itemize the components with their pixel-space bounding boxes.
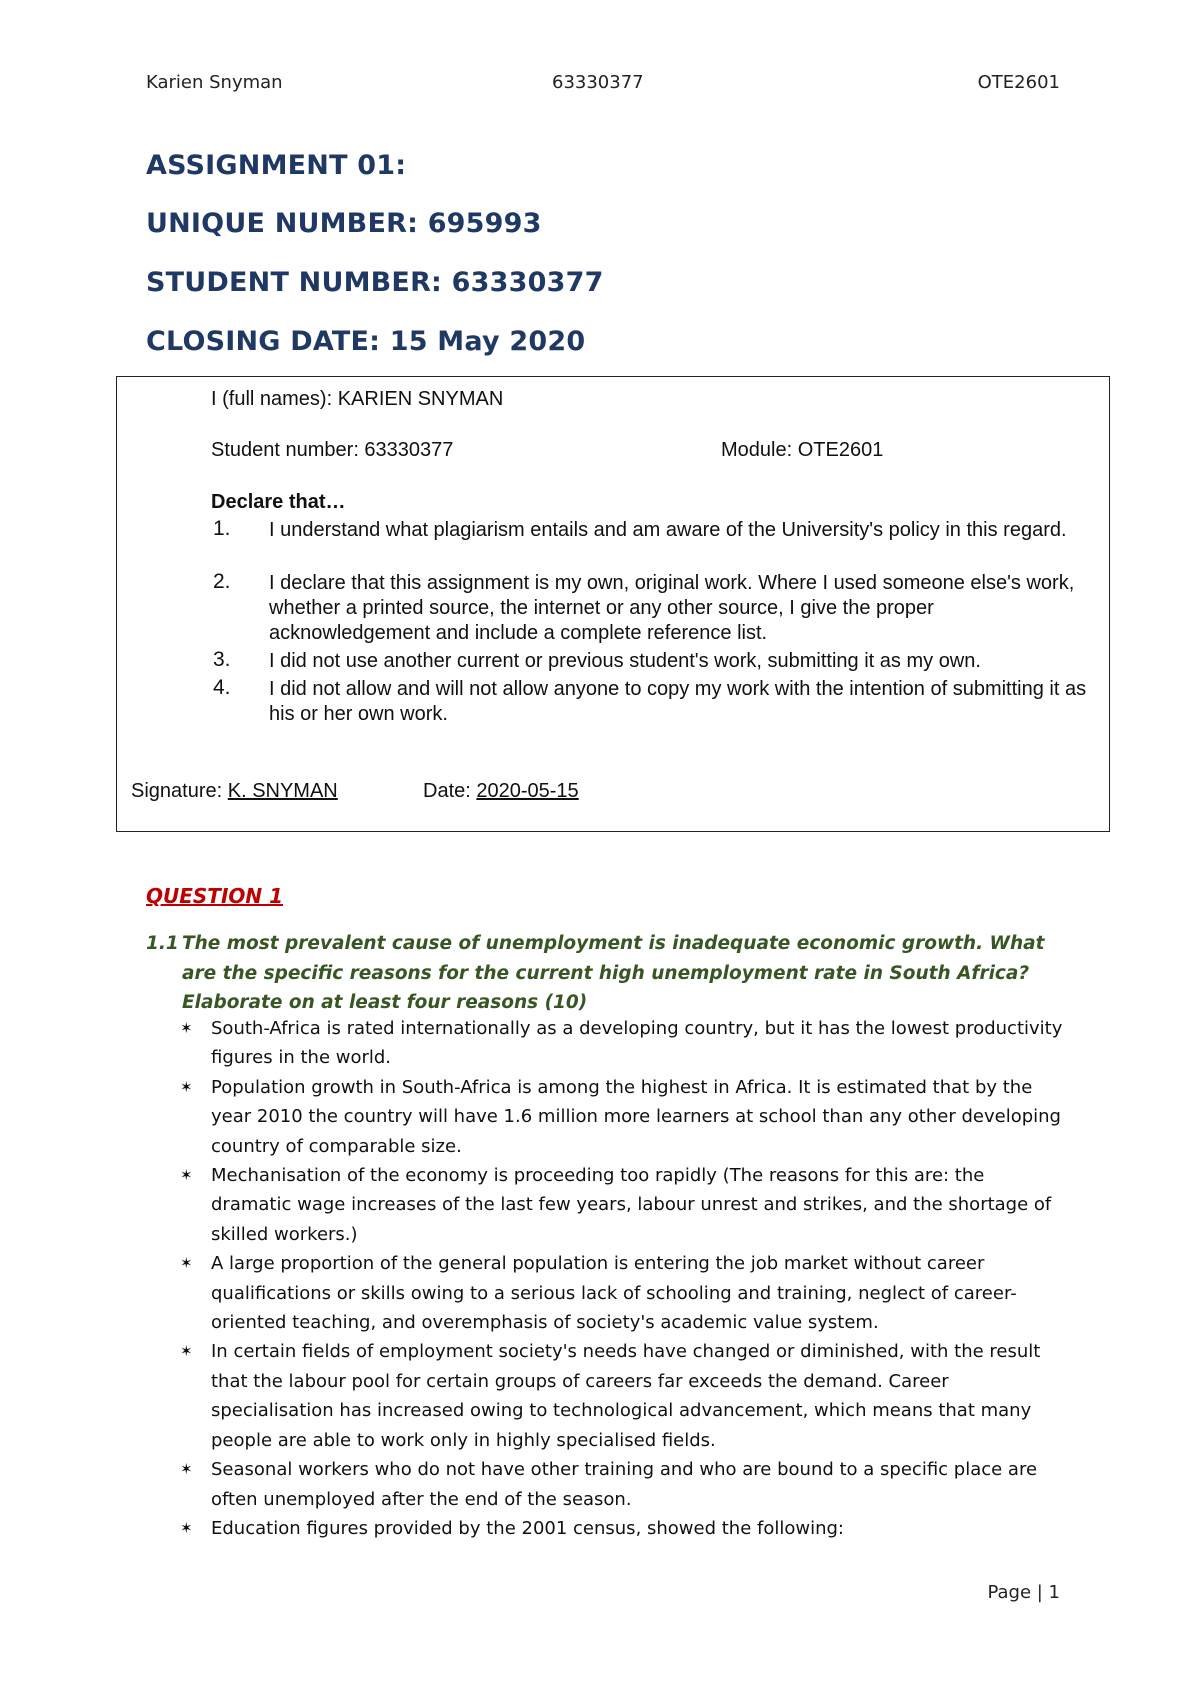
declaration-item-text: I did not use another current or previous student's work, submitting it as my own. — [269, 650, 981, 672]
unique-number-title: UNIQUE NUMBER: 695993 — [146, 208, 542, 239]
closing-date-title: CLOSING DATE: 15 May 2020 — [146, 326, 586, 357]
star-bullet-icon: ✶ — [180, 1077, 193, 1096]
bullet-text: Population growth in South-Africa is among the highest in Africa. It is estimated that by the year 2010 the country will have 1.6 million more learners at school than any other developing country of comparable size. — [211, 1076, 1061, 1157]
page-header — [146, 72, 1060, 96]
declaration-item-number: 1. — [213, 517, 231, 540]
date-label: Date: — [423, 780, 471, 802]
date-line — [423, 780, 579, 803]
star-bullet-icon: ✶ — [180, 1254, 193, 1273]
star-bullet-icon: ✶ — [180, 1460, 193, 1479]
list-item — [146, 1161, 1068, 1249]
assignment-title: ASSIGNMENT 01: — [146, 150, 407, 181]
question-1-1 — [146, 929, 1066, 1018]
answer-bullet-list — [146, 1014, 1068, 1543]
question-text: The most prevalent cause of unemployment is inadequate economic growth. What are the specific reasons for the current high unemployment rate in South Africa? Elaborate on at least four reasons (10) — [182, 933, 1045, 1013]
bullet-text: Education figures provided by the 2001 census, showed the following: — [211, 1517, 844, 1539]
list-item — [146, 1073, 1068, 1161]
star-bullet-icon: ✶ — [180, 1342, 193, 1361]
list-item — [146, 1014, 1068, 1073]
declaration-box — [116, 376, 1110, 832]
star-bullet-icon: ✶ — [180, 1518, 193, 1537]
bullet-text: Seasonal workers who do not have other training and who are bound to a specific place are often unemployed after the end of the season. — [211, 1459, 1038, 1510]
declaration-item-text: I declare that this assignment is my own, original work. Where I used someone else's work, whether a printed source, the internet or any other source, I give the proper acknowledgement and include a complete reference list. — [269, 572, 1075, 644]
bullet-text: Mechanisation of the economy is proceeding too rapidly (The reasons for this are: the dramatic wage increases of the last few years, labour unrest and strikes, and the shortage of skilled workers.) — [211, 1165, 1052, 1245]
declaration-module: Module: OTE2601 — [721, 439, 884, 461]
declaration-item-number: 4. — [213, 676, 231, 699]
question-number: 1.1 — [146, 933, 179, 954]
list-item — [146, 1455, 1068, 1514]
header-student-number: 63330377 — [552, 72, 644, 93]
declaration-item-text: I did not allow and will not allow anyone to copy my work with the intention of submitting it as his or her own work. — [269, 678, 1087, 725]
list-item — [146, 1337, 1068, 1455]
declare-that-heading: Declare that… — [211, 491, 346, 513]
header-author-name: Karien Snyman — [146, 72, 283, 93]
header-module-code: OTE2601 — [977, 72, 1060, 93]
question-heading: QUESTION 1 — [146, 884, 284, 908]
list-item — [146, 1514, 1068, 1543]
star-bullet-icon: ✶ — [180, 1166, 193, 1185]
declaration-student-number: Student number: 63330377 — [211, 439, 454, 461]
full-names-line: I (full names): KARIEN SNYMAN — [211, 388, 504, 410]
declaration-item-text: I understand what plagiarism entails and am aware of the University's policy in this regard. — [269, 519, 1067, 541]
bullet-text: In certain fields of employment society's needs have changed or diminished, with the result that the labour pool for certain groups of careers far exceeds the demand. Career specialisation has increased owing to technological advancement, which means that many people are able to work only in highly specialised fields. — [211, 1341, 1041, 1451]
list-item — [146, 1249, 1068, 1337]
bullet-text: A large proportion of the general population is entering the job market without career qualifications or skills owing to a serious lack of schooling and training, neglect of career-oriented teaching, and overemphasis of society's academic value system. — [211, 1253, 1017, 1334]
signature-value: K. SNYMAN — [227, 780, 338, 802]
signature-line — [131, 780, 338, 803]
declaration-item-number: 2. — [213, 570, 231, 593]
student-number-title: STUDENT NUMBER: 63330377 — [146, 267, 604, 298]
date-value: 2020-05-15 — [476, 780, 579, 802]
star-bullet-icon: ✶ — [180, 1019, 193, 1037]
declaration-item-number: 3. — [213, 648, 231, 671]
page-number: Page | 1 — [987, 1582, 1060, 1603]
signature-label: Signature: — [131, 780, 223, 802]
bullet-text: South-Africa is rated internationally as a developing country, but it has the lowest productivity figures in the world. — [211, 1018, 1063, 1069]
